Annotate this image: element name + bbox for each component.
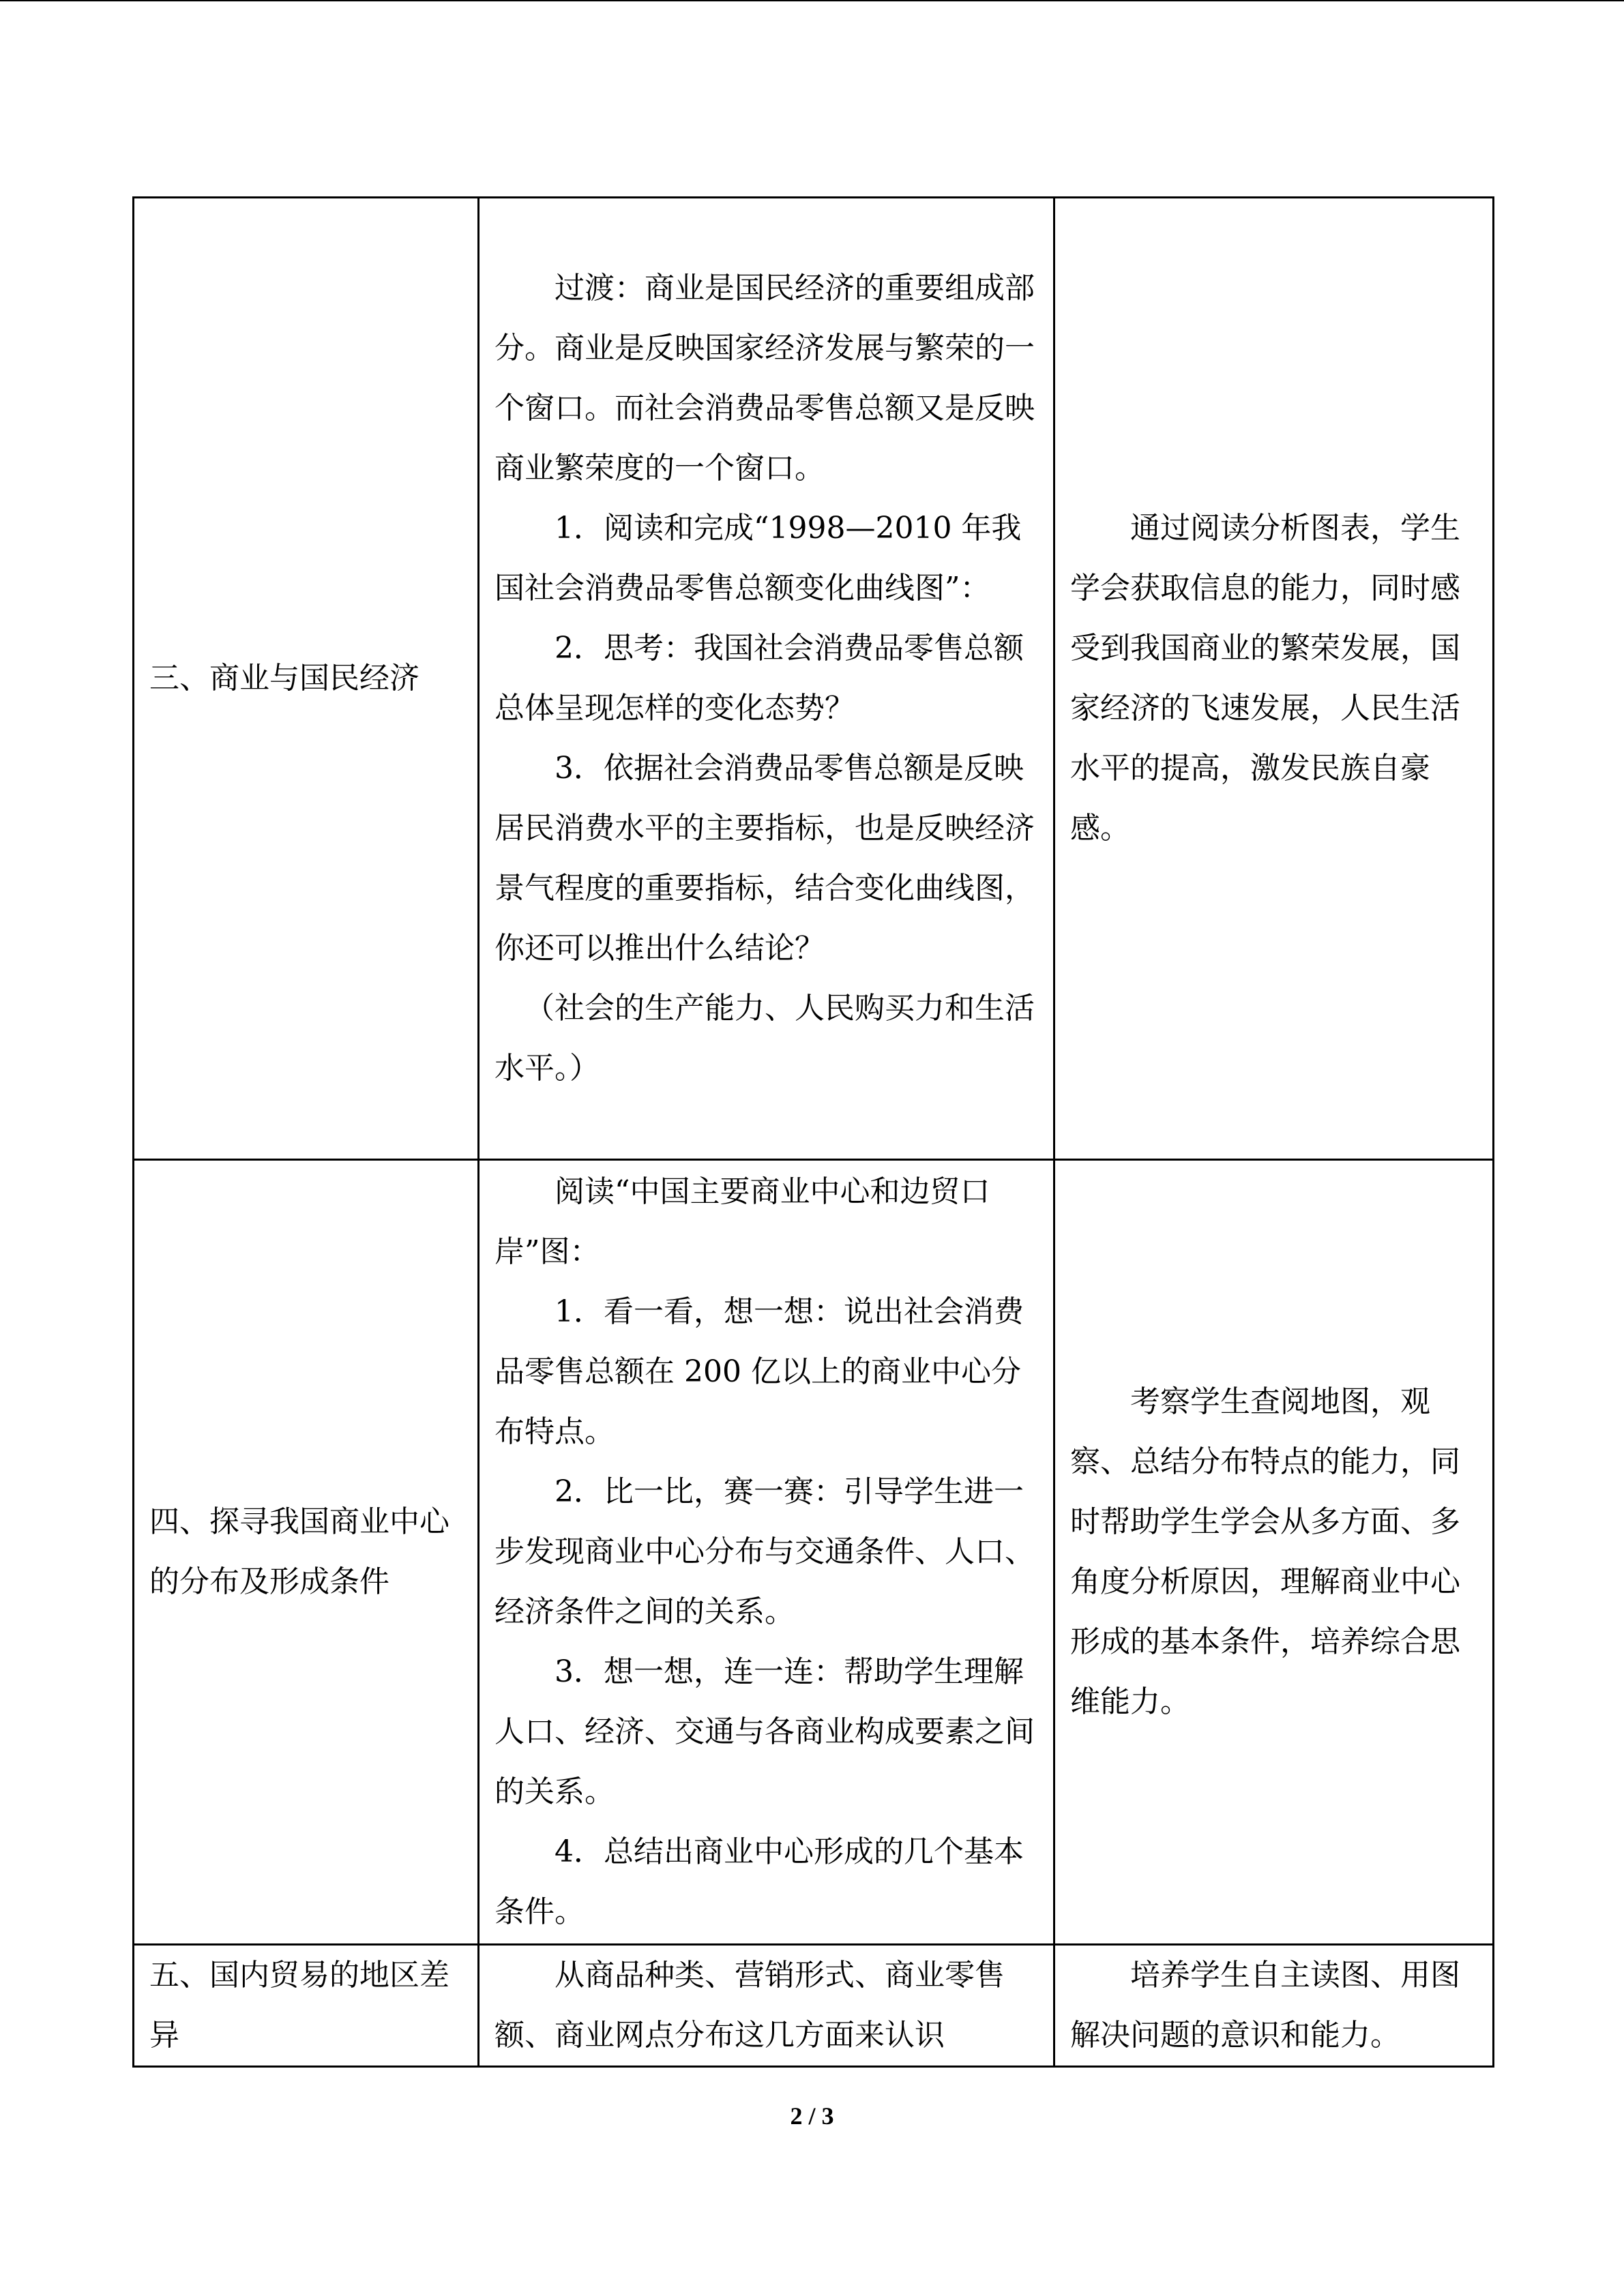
activity-paragraph: 1．阅读和完成“1998—2010 年我国社会消费品零售总额变化曲线图”： [494,511,1022,606]
activity-paragraph: 3．依据社会消费品零售总额是反映居民消费水平的主要指标，也是反映经济景气程度的重要指标，结合变化曲线图，你还可以推出什么结论？ [494,751,1035,966]
lesson-plan-table [132,196,1494,2068]
intent-cell [1054,1160,1494,1945]
page-number: 2 / 3 [790,2102,834,2130]
page-top-border [0,0,1624,1]
stage-label: 四、探寻我国商业中心的分布及形成条件 [149,1504,449,1599]
stage-label: 五、国内贸易的地区差异 [149,1958,449,2053]
stage-label: 三、商业与国民经济 [149,661,419,696]
stage-cell [134,198,479,1160]
activity-cell [479,1945,1054,2067]
activity-cell [479,198,1054,1160]
activity-paragraph: 阅读“中国主要商业中心和边贸口岸”图： [494,1174,990,1269]
activity-cell [479,1160,1054,1945]
activity-paragraph: 3．想一想，连一连：帮助学生理解人口、经济、交通与各商业构成要素之间的关系。 [494,1654,1035,1809]
activity-paragraph: （社会的生产能力、人民购买力和生活水平。） [494,991,1035,1086]
table-row [134,1945,1494,2067]
intent-text: 考察学生查阅地图，观察、总结分布特点的能力，同时帮助学生学会从多方面、多角度分析原因，理解商业中心形成的基本条件，培养综合思维能力。 [1070,1384,1460,1719]
activity-paragraph: 1．看一看，想一想：说出社会消费品零售总额在 200 亿以上的商业中心分布特点。 [494,1294,1024,1449]
intent-cell [1054,1945,1494,2067]
activity-paragraph: 2．比一比，赛一赛：引导学生进一步发现商业中心分布与交通条件、人口、经济条件之间的关系。 [494,1474,1035,1629]
intent-cell [1054,198,1494,1160]
activity-paragraph: 过渡：商业是国民经济的重要组成部分。商业是反映国家经济发展与繁荣的一个窗口。而社会消费品零售总额又是反映商业繁荣度的一个窗口。 [494,271,1035,486]
table-row [134,1160,1494,1945]
stage-cell [134,1945,479,2067]
intent-text: 培养学生自主读图、用图解决问题的意识和能力。 [1070,1958,1460,2053]
activity-paragraph: 4．总结出商业中心形成的几个基本条件。 [494,1834,1024,1929]
activity-paragraph: 2．思考：我国社会消费品零售总额总体呈现怎样的变化态势？ [494,631,1024,726]
table-row [134,198,1494,1160]
stage-cell [134,1160,479,1945]
activity-paragraph: 从商品种类、营销形式、商业零售额、商业网点分布这几方面来认识 [494,1958,1005,2053]
intent-text: 通过阅读分析图表，学生学会获取信息的能力，同时感受到我国商业的繁荣发展，国家经济的飞速发展，人民生活水平的提高，激发民族自豪感。 [1070,511,1460,846]
